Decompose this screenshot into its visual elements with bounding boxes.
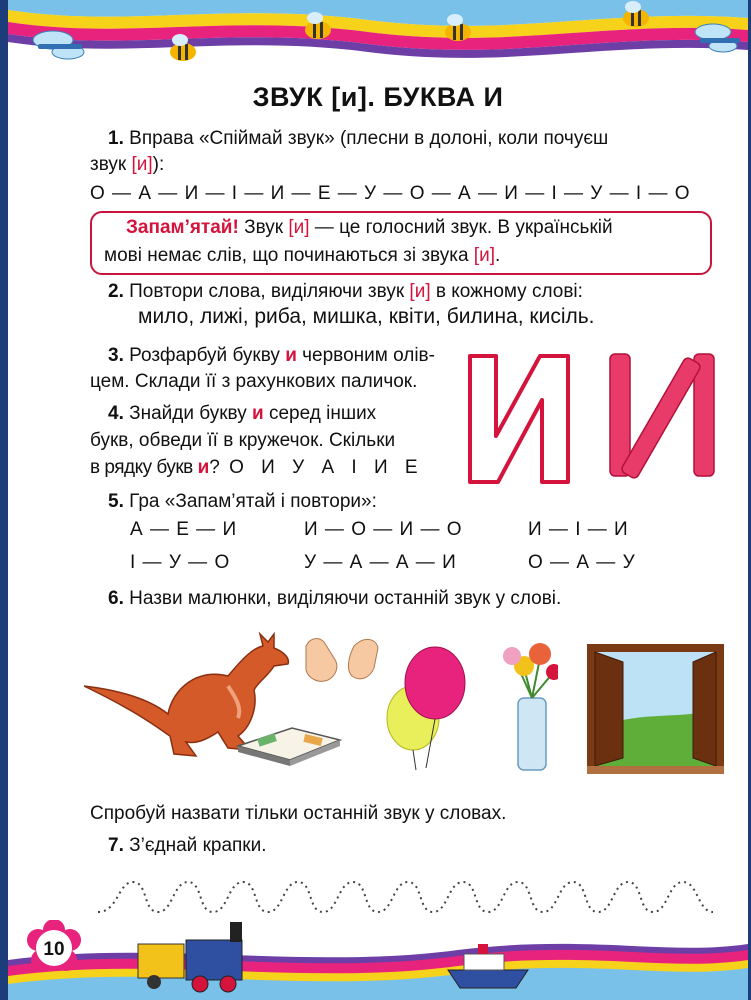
ex2-line — [108, 278, 583, 306]
remember-line2-text: мові немає слів, що починаються зі звука — [104, 245, 474, 266]
ex2-text-suffix: в кожному слові: — [430, 281, 583, 302]
ex2-words: мило, лижі, риба, мишка, квіти, билина, кисіль. — [138, 305, 595, 328]
ex1-sequence: О — А — И — І — И — Е — У — О — А — И — І — У — І — О — [90, 183, 691, 204]
ex5-row2-col1: І — У — О — [130, 552, 231, 573]
remember-line1 — [126, 214, 613, 242]
ex1-number: 1. — [108, 128, 124, 149]
ex4-line2: букв, обведи її в кружечок. Скільки — [90, 430, 396, 451]
ex2-text-prefix: Повтори слова, виділяючи звук — [123, 281, 410, 302]
top-wave-decoration — [8, 0, 748, 80]
ex4-line1 — [108, 400, 376, 428]
ex6-text: Назви малюнки, виділяючи останній звук у слові. — [123, 588, 562, 609]
ex5-row2-col2: У — А — А — И — [304, 552, 457, 573]
ex1-line2-suffix: ): — [152, 154, 165, 175]
ex5-text: Гра «Запам’ятай і повтори»: — [123, 491, 377, 512]
page-title: ЗВУК [и]. БУКВА И — [252, 82, 504, 112]
ex6-line — [108, 585, 561, 613]
ex4-question-mark: ? — [209, 457, 220, 478]
ex5-row2-col3: О — А — У — [528, 552, 636, 573]
ex2-sound: [и] — [409, 281, 431, 302]
ex4-line3 — [90, 454, 424, 482]
ex3-line1-prefix: Розфарбуй букву — [123, 345, 286, 366]
remember-line2 — [104, 242, 500, 270]
ex4-line1-prefix: Знайди букву — [123, 403, 252, 424]
pictures-row — [78, 628, 558, 778]
ex4-number: 4. — [108, 403, 124, 424]
remember-line2-end: . — [494, 245, 501, 266]
ex1-sound: [и] — [131, 154, 153, 175]
remember-sound-1: [и] — [288, 217, 310, 238]
remember-sound-2: [и] — [473, 245, 495, 266]
hands-picture — [306, 639, 378, 682]
window-picture — [583, 640, 728, 778]
ex1-line2-prefix: звук — [90, 154, 132, 175]
ex5-line — [108, 488, 377, 516]
ex5-number: 5. — [108, 491, 124, 512]
ex2-number: 2. — [108, 281, 124, 302]
book-page — [8, 0, 748, 1000]
ex6-number: 6. — [108, 588, 124, 609]
page-number-badge — [26, 920, 82, 976]
book-picture — [238, 728, 340, 766]
ex4-letter: и — [252, 403, 264, 424]
flowers-vase-picture — [503, 643, 558, 770]
ex4-letters: О И У А І И Е — [229, 457, 424, 478]
ex1-text: Вправа «Спіймай звук» (плесни в долоні, коли почуєш — [129, 128, 609, 149]
ex3-line1-suffix: червоним олів- — [296, 345, 435, 366]
remember-line1-text: Звук — [238, 217, 289, 238]
remember-label: Запам’ятай! — [126, 217, 239, 238]
ex5-row1-col2: И — О — И — О — [304, 519, 463, 540]
ex5-row1-col3: И — І — И — [528, 519, 629, 540]
remember-line1-rest: — це голосний звук. В українській — [309, 217, 613, 238]
balloons-picture — [387, 647, 465, 770]
kangaroo-picture — [84, 634, 288, 756]
ex7-line — [108, 832, 267, 860]
page-number: 10 — [43, 939, 65, 960]
sticks-letter-i — [610, 354, 714, 480]
ex7-text: З’єднай крапки. — [123, 835, 267, 856]
ex1-line2 — [90, 151, 164, 179]
try-text: Спробуй назвати тільки останній звук у словах. — [90, 803, 507, 824]
ex5-row1-col1: А — Е — И — [130, 519, 238, 540]
outline-letter-i — [470, 356, 568, 482]
ex3-line2: цем. Склади її з рахункових паличок. — [90, 371, 418, 392]
letter-i-illustration — [458, 348, 728, 490]
bottom-wave-decoration — [8, 900, 748, 1000]
ex4-line1-suffix: серед інших — [263, 403, 377, 424]
ex3-number: 3. — [108, 345, 124, 366]
ex3-letter: и — [285, 345, 297, 366]
ex3-line1 — [108, 342, 435, 370]
ex1-line1 — [108, 125, 608, 153]
ex4-letter-2: и — [197, 457, 210, 478]
ex7-number: 7. — [108, 835, 124, 856]
ex4-line3-prefix: в рядку букв — [90, 457, 198, 478]
